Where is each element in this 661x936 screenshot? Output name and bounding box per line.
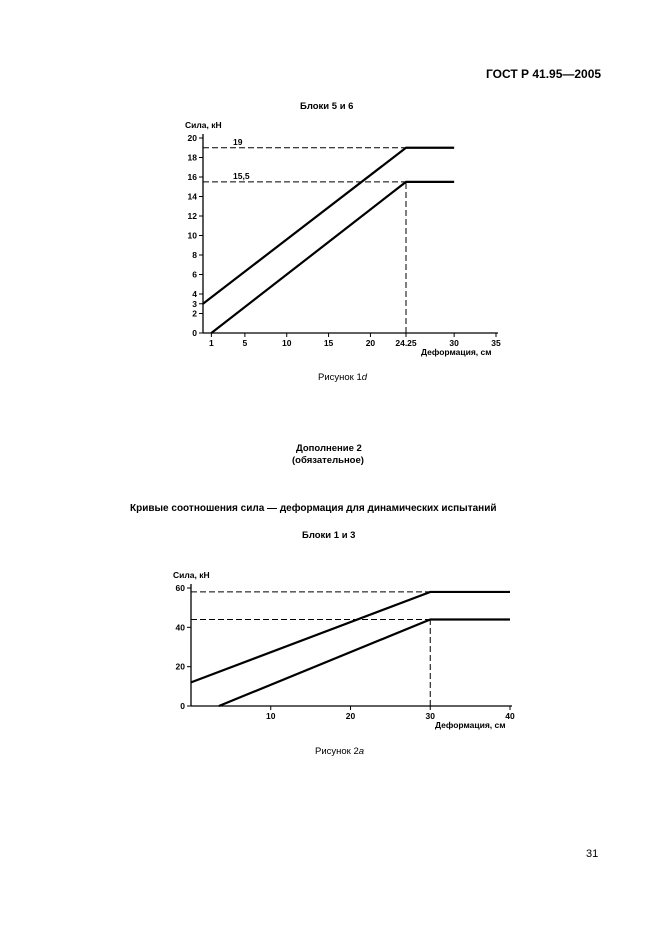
appendix-title: Дополнение 2 — [296, 443, 362, 454]
y-tick-label: 20 — [175, 661, 185, 672]
y-tick-label: 0 — [180, 701, 185, 711]
x-tick-label: 20 — [365, 338, 376, 348]
y-axis-label: Сила, кН — [173, 570, 210, 580]
y-tick-label: 2 — [192, 308, 197, 319]
reference-line-label: 19 — [233, 136, 243, 147]
chart-figure-2 — [173, 570, 515, 730]
figure1-caption — [318, 372, 367, 383]
x-tick-label: 20 — [345, 711, 356, 721]
figure1-caption-prefix: Рисунок 1 — [318, 372, 362, 383]
y-tick-label: 6 — [192, 269, 197, 280]
document-code: ГОСТ Р 41.95—2005 — [486, 67, 602, 81]
x-axis-label: Деформация, см — [421, 347, 492, 357]
y-tick-label: 20 — [187, 133, 197, 143]
x-tick-label: 35 — [491, 338, 501, 348]
x-tick-label: 10 — [266, 711, 276, 721]
y-tick-label: 12 — [187, 211, 197, 221]
figure2-title: Блоки 1 и 3 — [302, 530, 356, 541]
page-number: 31 — [586, 848, 599, 860]
y-tick-label: 3 — [192, 298, 197, 309]
x-tick-label: 1 — [209, 338, 214, 348]
y-tick-label: 4 — [192, 289, 197, 299]
section-title: Кривые соотношения сила — деформация для динамических испытаний — [130, 503, 497, 514]
y-tick-label: 10 — [187, 230, 197, 241]
x-tick-label: 40 — [505, 711, 515, 721]
x-tick-label: 30 — [425, 711, 435, 721]
x-tick-label: 30 — [449, 338, 459, 348]
y-tick-label: 16 — [187, 172, 197, 182]
series-line — [191, 592, 510, 682]
figure2-caption-prefix: Рисунок 2 — [315, 746, 359, 757]
figure1-caption-letter: d — [361, 372, 368, 383]
series-line — [219, 619, 510, 706]
x-tick-label: 24.25 — [395, 338, 417, 348]
x-axis-label: Деформация, см — [435, 720, 506, 730]
y-tick-label: 18 — [187, 152, 197, 163]
y-tick-label: 60 — [175, 583, 185, 593]
figure1-title: Блоки 5 и 6 — [300, 101, 354, 112]
y-tick-label: 8 — [192, 250, 197, 260]
y-tick-label: 0 — [192, 328, 197, 338]
figure2-caption-letter: a — [358, 746, 365, 757]
figure2-caption — [315, 746, 364, 757]
reference-line-label: 15,5 — [233, 170, 250, 181]
y-axis-label: Сила, кН — [185, 120, 222, 130]
y-tick-label: 14 — [187, 191, 197, 202]
x-tick-label: 5 — [242, 338, 248, 348]
x-tick-label: 15 — [323, 338, 334, 348]
y-tick-label: 40 — [175, 622, 185, 633]
x-tick-label: 10 — [281, 338, 292, 348]
appendix-subtitle: (обязательное) — [292, 455, 364, 466]
